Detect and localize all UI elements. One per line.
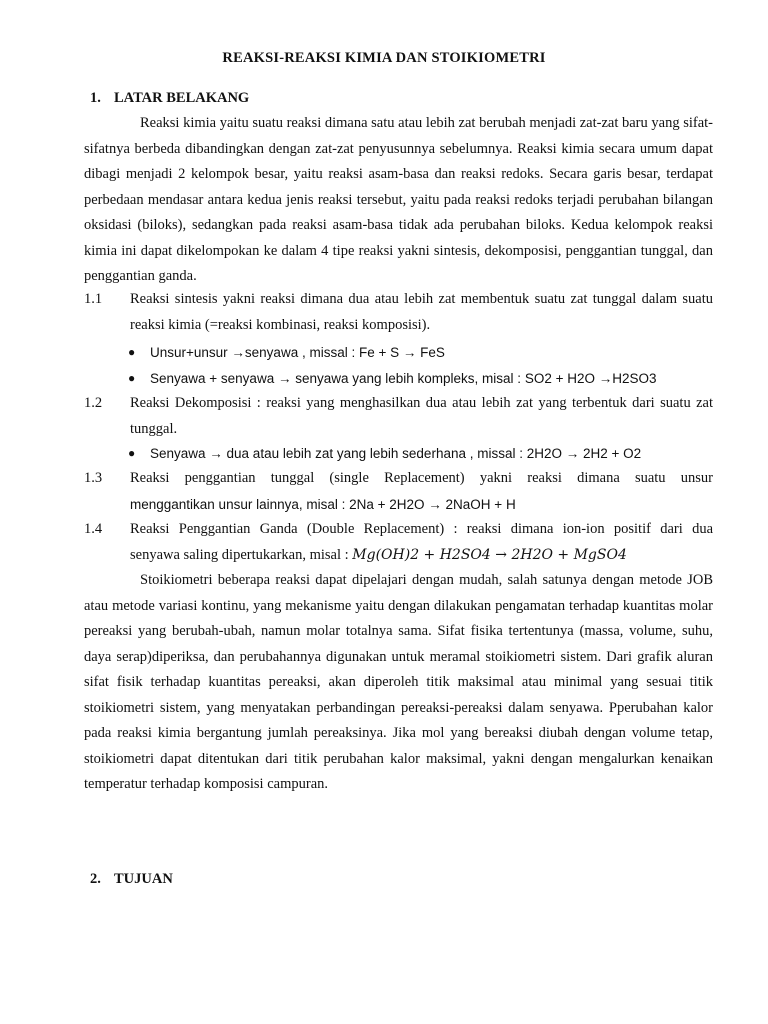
item-1-3 [84,466,713,518]
item-text: Reaksi Dekomposisi : reaksi yang menghasilkan dua atau lebih zat yang terbentuk dari suatu zat tunggal. [130,395,713,437]
bullet-equation: SO2 + H2O →H2SO3 [524,370,657,386]
item-number: 1.4 [84,521,103,537]
item-text-line2 [130,492,713,519]
bullet-icon: ● [128,345,136,359]
document-title: REAKSI-REAKSI KIMIA DAN STOIKIOMETRI [222,50,546,66]
section-heading-tujuan [90,871,173,888]
item-1-4 [84,517,713,568]
item-number: 1.2 [84,395,103,411]
list-item [126,366,716,392]
bullet-icon: ● [128,446,136,460]
item-1-2 [84,391,713,442]
item-number: 1.3 [84,470,103,486]
section-heading-latar-belakang [90,90,249,107]
item-lead: menggantikan unsur lainnya, misal : [130,496,350,512]
item-lead: senyawa saling dipertukarkan, misal : [130,546,353,563]
list-item [126,340,716,366]
item-equation: 2Na + 2H2O → 2NaOH + H [349,496,516,512]
section-number: 2. [90,871,101,887]
bullet-equation: Fe + S → FeS [358,345,445,360]
item-text-line1: Reaksi Penggantian Ganda (Double Replacement) : reaksi dimana ion-ion positif dari dua [130,521,713,537]
section-number: 1. [90,90,101,106]
bullet-lead: Senyawa → dua atau lebih zat yang lebih sederhana , missal : [150,446,527,461]
bullet-icon: ● [128,370,136,385]
item-1-2-bullets [126,441,716,467]
bullet-lead: Unsur+unsur →senyawa , missal : [150,345,359,360]
item-1-1-bullets [126,340,716,391]
item-1-1 [84,287,713,338]
closing-paragraph: Stoikiometri beberapa reaksi dapat dipelajari dengan mudah, salah satunya dengan metode JOB atau metode variasi kontinu, yang mekanisme yaitu dengan dilakukan pengamatan terhadap kuantitas molar pereaksi yang berubah-ubah, namun molar totalnya sama. Sifat fisika tertentunya (massa, volume, suhu, daya serap)diperiksa, dan perubahannya digunakan untuk meramal stoikiometri sistem. Dari grafik aluran sifat fisik terhadap kuantitas pereaksi, akan diperoleh titik maksimal atau minimal yang sesuai titik stoikiometri sistem, yang menyatakan perbandingan pereaksi-pereaksi dalam senyawa. Pperubahan kalor pada reaksi kimia bergantung jumlah pereaksinya. Jika mol yang bereaksi diubah dengan volume tetap, stoikiometri dapat ditentukan dari titik perubahan kalor maksimal, yakni dengan mengalurkan kenaikan temperatur terhadap komposisi campuran. [84,572,713,792]
bullet-equation: 2H2O → 2H2 + O2 [526,446,642,461]
item-text-line1: Reaksi penggantian tunggal (single Replacement) yakni reaksi dimana suatu unsur [130,470,713,486]
intro-paragraph: Reaksi kimia yaitu suatu reaksi dimana satu atau lebih zat berubah menjadi zat-zat baru yang sifat-sifatnya berbeda dibandingkan dengan zat-zat penyusunnya sebelumnya. Reaksi kimia secara umum dapat dibagi menjadi 2 kelompok besar, yaitu reaksi asam-basa dan reaksi redoks. Secara garis besar, terdapat perbedaan mendasar antara kedua jenis reaksi tersebut, yaitu pada reaksi redoks terjadi perubahan bilangan oksidasi (biloks), sedangkan pada reaksi asam-basa tidak ada perubahan biloks. Kedua kelompok reaksi kimia ini dapat dikelompokan ke dalam 4 tipe reaksi yakni sintesis, dekomposisi, penggantian tunggal, dan penggantian ganda. [84,115,713,284]
list-item [126,441,716,467]
item-number: 1.1 [84,291,103,307]
item-text: Reaksi sintesis yakni reaksi dimana dua atau lebih zat membentuk suatu zat tunggal dalam suatu reaksi kimia (=reaksi kombinasi, reaksi komposisi). [130,291,713,333]
item-equation: Mg(OH)2 + H2SO4 → 2H2O + MgSO4 [352,546,627,563]
section-title: TUJUAN [114,871,173,887]
bullet-lead: Senyawa + senyawa → senyawa yang lebih kompleks, misal : [150,370,525,386]
item-text-line2 [130,543,713,569]
section-title: LATAR BELAKANG [114,90,250,106]
